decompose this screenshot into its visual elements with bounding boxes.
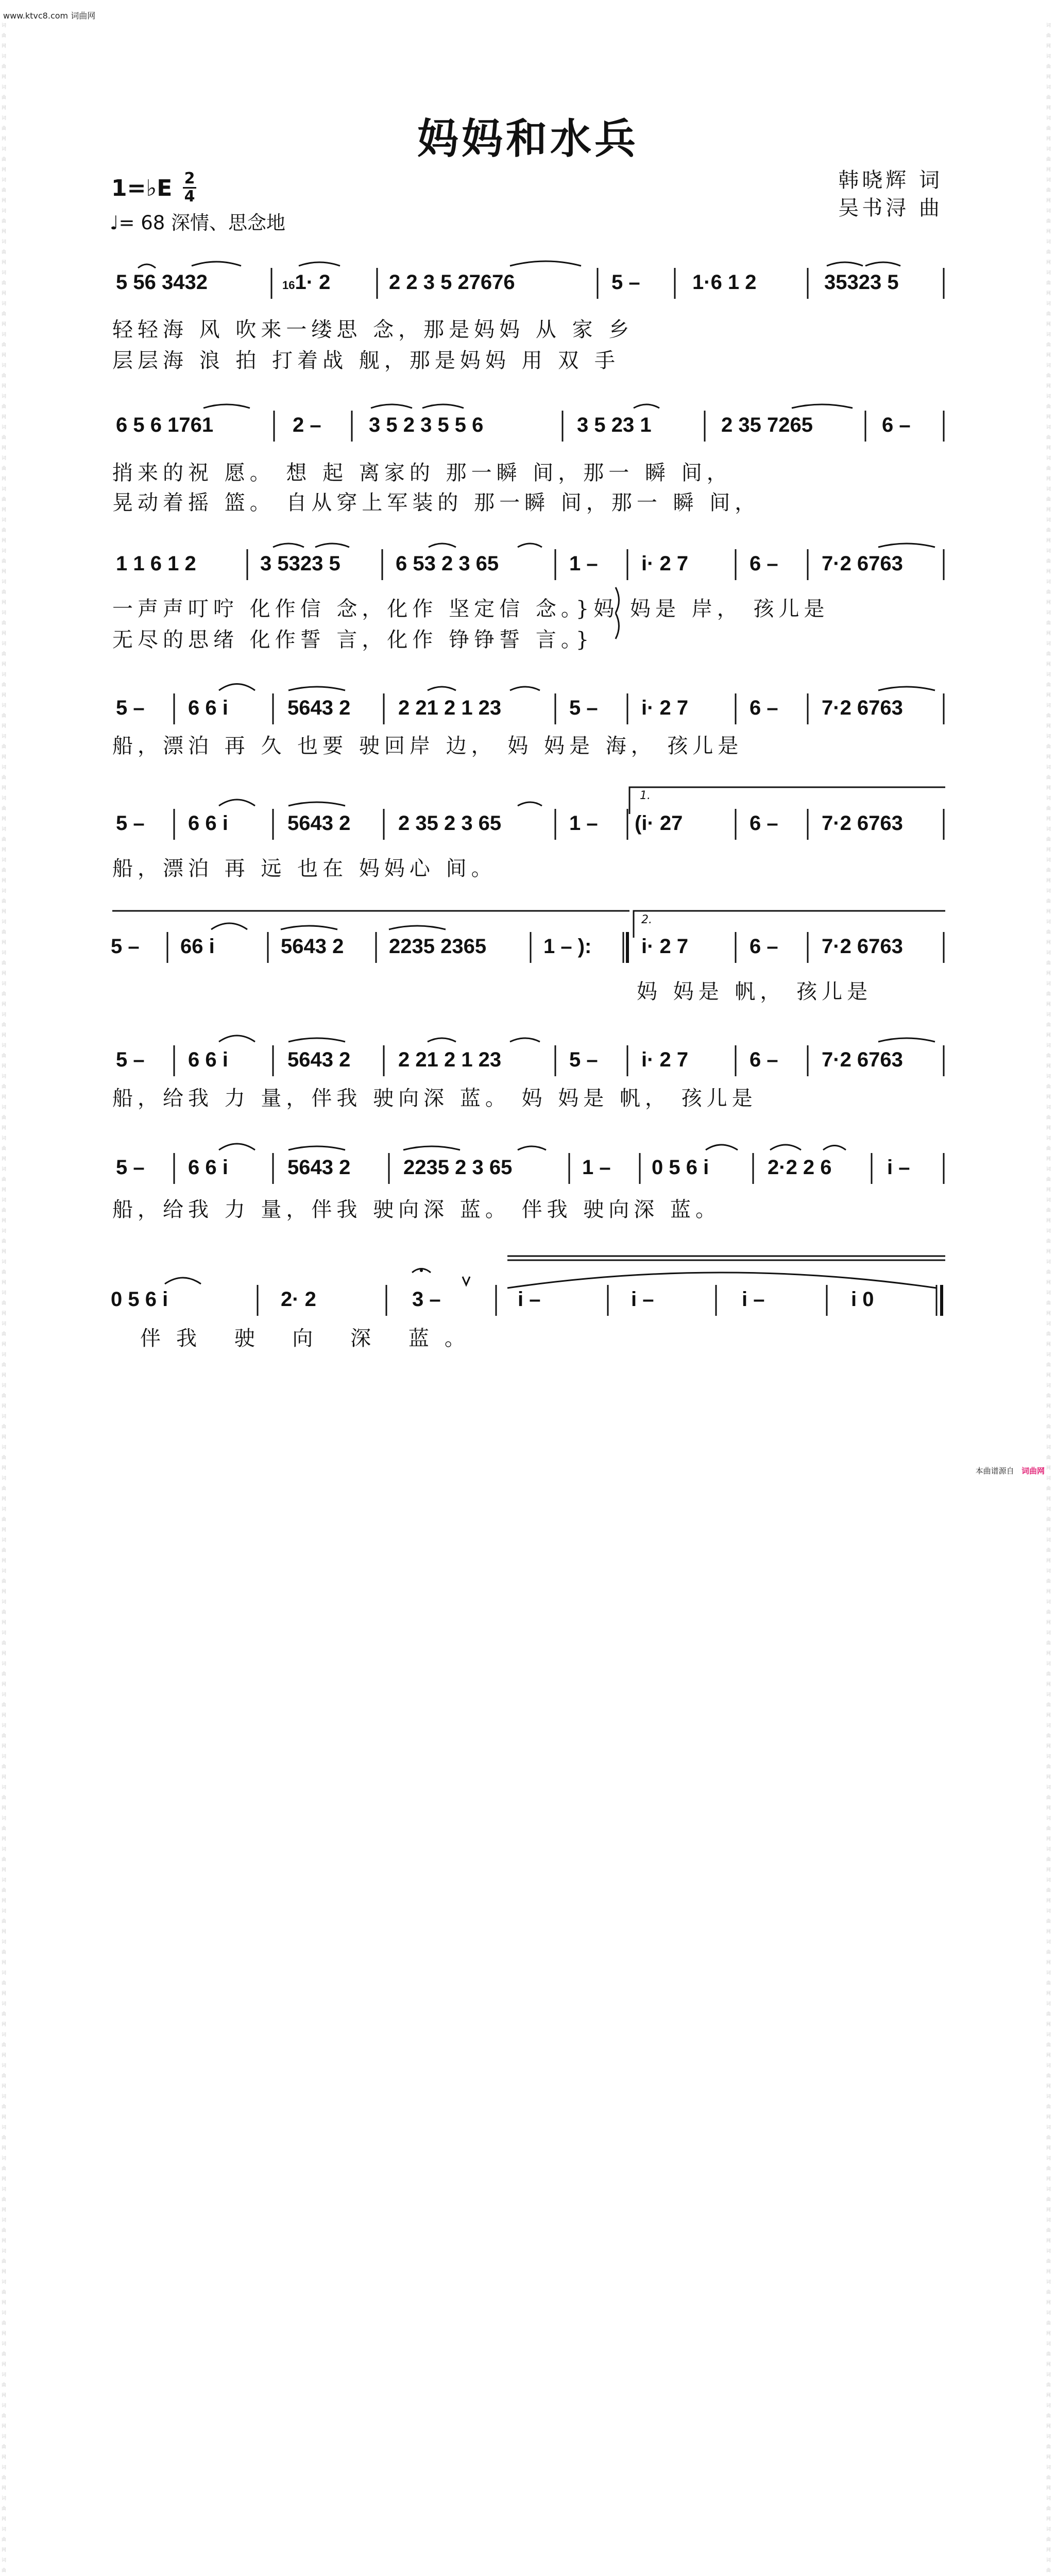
slur [389, 926, 446, 929]
margin-watermark-right: 词曲网 词曲网 词曲网 词曲网 词曲网 词曲网 词曲网 词曲网 词曲网 词曲网 词曲网 词曲网 词曲网 词曲网 词曲网 词曲网 词曲网 词曲网 词曲网 词曲网 词曲网 词曲网 词曲网 词曲网 词曲网 词曲网 词曲网 词曲网 词曲网 词曲网 词曲网 词曲网 词曲网 词曲网 词曲网 词曲网 词曲网 词曲网 词曲网 词曲网 词曲网 词曲网 词曲网 词曲网 词曲网 词曲网 词曲网 词曲网 词曲网 词曲网 词曲网 词曲网 词曲网 词曲网 词曲网 词曲网 词曲网 词曲网 词曲网 词曲网 词曲网 词曲网 词曲网 词曲网 词曲网 词曲网 词曲网 词曲网 词曲网 词曲网 词曲网 词曲网 词曲网 词曲网 词曲网 词曲网 词曲网 词曲网 词曲网 词曲网 词曲网 词曲网 词曲 [1046, 23, 1051, 2573]
notes-group: 6 6 i [188, 812, 228, 835]
lyrics-line: 伴我 驶 向 深 蓝。 [140, 1327, 481, 1350]
slur [281, 926, 337, 929]
slur [165, 1278, 201, 1284]
notes-group: 2· 2 [281, 1288, 316, 1311]
breath-mark [463, 1277, 470, 1285]
lyrics-line: 船，给我 力 量，伴我 驶向深 蓝。 妈 妈是 帆， 孩儿是 [112, 1087, 757, 1110]
notes-group: 2 35 7265 [721, 414, 813, 436]
notes-group: 2235 2 3 65 [403, 1156, 513, 1179]
slur [510, 261, 581, 266]
slur [429, 544, 456, 547]
notes-group: 3 5323 5 [260, 552, 340, 575]
notes-group: 5 – [569, 1048, 598, 1071]
notes-group: 7·2 6763 [822, 812, 903, 835]
notes-group: 5 56 3432 [116, 271, 208, 294]
notes-group: 2·2 2 6 [768, 1156, 832, 1179]
slur [273, 544, 304, 547]
slur [192, 262, 241, 266]
notes-group: 7·2 6763 [822, 697, 903, 719]
brace [616, 587, 619, 639]
lyrics-line: 船，给我 力 量，伴我 驶向深 蓝。 伴我 驶向深 蓝。 [112, 1198, 721, 1222]
notes-group: 6 6 i [188, 1156, 228, 1179]
slur [203, 404, 250, 408]
slur [510, 687, 540, 690]
fermata-dot [420, 1269, 423, 1272]
notes-group: 5643 2 [287, 1156, 351, 1179]
notes-group: 1 – ): [543, 935, 592, 958]
notes-group: 2 35 2 3 65 [398, 812, 502, 835]
notes-group: 6 – [750, 812, 778, 835]
notes-group: i 0 [851, 1288, 874, 1311]
notes-group: i – [631, 1288, 654, 1311]
notes-group: 0 5 6 i [652, 1156, 709, 1179]
notes-group: 5 – [116, 697, 145, 719]
slur [299, 262, 340, 266]
slur [706, 1145, 738, 1150]
lyrics-line: 轻轻海 风 吹来一缕思 念，那是妈妈 从 家 乡 [112, 318, 634, 342]
lyrics-line: 船，漂泊 再 远 也在 妈妈心 间。 [112, 857, 497, 880]
notes-group: i· 2 7 [641, 1048, 689, 1071]
notes-group: 6 – [882, 414, 911, 436]
notes-group: 2235 2365 [389, 935, 487, 958]
notes-group: 7·2 6763 [822, 935, 903, 958]
slur [211, 923, 247, 929]
slur [371, 404, 412, 408]
notes-group: 2 2 3 5 27676 [389, 271, 515, 294]
volta-bracket [634, 911, 945, 938]
notes-group: 6 – [750, 935, 778, 958]
slur [315, 544, 349, 547]
slur [518, 1146, 546, 1150]
key-signature: 1=♭E [111, 175, 173, 201]
slur [510, 1038, 540, 1042]
notes-group: 2 21 2 1 23 [398, 1048, 502, 1071]
slur [288, 1146, 345, 1150]
tie-arc [507, 1273, 936, 1288]
song-title: 妈妈和水兵 [417, 114, 639, 163]
notes-group: 6 – [750, 697, 778, 719]
notes-group: 5643 2 [287, 812, 351, 835]
notes-group: 5643 2 [287, 1048, 351, 1071]
lyrics-line: 一声声叮咛 化作信 念，化作 坚定信 念。}妈 妈是 岸， 孩儿是 [112, 597, 829, 621]
notes-group: 35323 5 [824, 271, 899, 294]
slur [288, 687, 345, 690]
notes-group: 7·2 6763 [822, 1048, 903, 1071]
notes-group: i – [518, 1288, 541, 1311]
notes-group: 6 6 i [188, 697, 228, 719]
slur [878, 544, 935, 547]
notes-group: i· 2 7 [641, 552, 689, 575]
slur [865, 262, 900, 266]
notes-group: (i· 27 [635, 812, 683, 835]
slur [823, 1146, 846, 1150]
time-signature-top: 2 [184, 170, 195, 188]
slur [428, 1038, 456, 1042]
watermark-url: www.ktvc8.com 词曲网 [3, 11, 96, 21]
notes-group: 5643 2 [281, 935, 344, 958]
notes-group: 5 – [116, 1156, 145, 1179]
notes-group: 7·2 6763 [822, 552, 903, 575]
footer-site: 词曲网 [1021, 1466, 1045, 1476]
slur [422, 404, 464, 408]
slur [878, 1038, 935, 1042]
notes-group: 6 6 i [188, 1048, 228, 1071]
slur [219, 1036, 255, 1042]
lyrics-line: 妈 妈是 帆， 孩儿是 [637, 980, 873, 1004]
tempo-marking: ♩= 68 深情、思念地 [110, 212, 286, 234]
notes-group: 0 5 6 i [111, 1288, 168, 1311]
notes-group: 1·6 1 2 [692, 271, 757, 294]
notes-group: i – [887, 1156, 910, 1179]
slur [219, 800, 255, 806]
notes-group: 5 – [116, 1048, 145, 1071]
slur [878, 687, 935, 690]
notes-group: 5 – [611, 271, 640, 294]
slur [518, 544, 542, 547]
notes-group: 1 1 6 1 2 [116, 552, 196, 575]
slur [288, 1038, 345, 1042]
notes-group: i· 2 7 [641, 697, 689, 719]
notes-group: i· 2 7 [641, 935, 689, 958]
notes-group: 3 – [412, 1288, 441, 1311]
lyricist: 韩晓辉 词 [838, 168, 943, 192]
notes-group: 5 – [116, 812, 145, 835]
volta-label: 2. [641, 913, 652, 926]
notes-group: 161· 2 [282, 271, 331, 294]
slur [634, 404, 659, 408]
notes-group: 6 – [750, 552, 778, 575]
notes-group: 2 – [293, 414, 321, 436]
notes-group: 1 – [569, 812, 598, 835]
notes-group: 6 – [750, 1048, 778, 1071]
slur [770, 1145, 801, 1150]
composer: 吴书浔 曲 [838, 196, 943, 220]
notes-group: 1 – [582, 1156, 611, 1179]
notes-group: 3 5 23 1 [577, 414, 652, 436]
notes-group: 5643 2 [287, 697, 351, 719]
notes-group: 66 i [180, 935, 215, 958]
slur [138, 264, 156, 268]
notes-group: 5 – [111, 935, 140, 958]
volta-bracket [629, 787, 945, 814]
lyrics-line: 捎来的祝 愿。 想 起 离家的 那一瞬 间，那一 瞬 间， [112, 461, 732, 485]
footer-text: 本曲谱源自 [975, 1466, 1014, 1476]
slur [288, 802, 345, 806]
notes-group: 5 – [569, 697, 598, 719]
notes-group: 3 5 2 3 5 5 6 [369, 414, 484, 436]
lyrics-line: 层层海 浪 拍 打着战 舰，那是妈妈 用 双 手 [112, 349, 620, 372]
lyrics-line: 船，漂泊 再 久 也要 驶回岸 边， 妈 妈是 海， 孩儿是 [112, 734, 743, 758]
slur [792, 404, 853, 408]
volta-label: 1. [640, 789, 651, 802]
slur [428, 687, 456, 690]
slur [518, 802, 542, 806]
notes-group: 1 – [569, 552, 598, 575]
notes-group: 2 21 2 1 23 [398, 697, 502, 719]
margin-watermark-left: 词曲网 词曲网 词曲网 词曲网 词曲网 词曲网 词曲网 词曲网 词曲网 词曲网 词曲网 词曲网 词曲网 词曲网 词曲网 词曲网 词曲网 词曲网 词曲网 词曲网 词曲网 词曲网 词曲网 词曲网 词曲网 词曲网 词曲网 词曲网 词曲网 词曲网 词曲网 词曲网 词曲网 词曲网 词曲网 词曲网 词曲网 词曲网 词曲网 词曲网 词曲网 词曲网 词曲网 词曲网 词曲网 词曲网 词曲网 词曲网 词曲网 词曲网 词曲网 词曲网 词曲网 词曲网 词曲网 词曲网 词曲网 词曲网 词曲网 词曲网 词曲网 词曲网 词曲网 词曲网 词曲网 词曲网 词曲网 词曲网 词曲网 词曲网 词曲网 词曲网 词曲网 词曲网 词曲网 词曲网 词曲网 词曲网 词曲网 词曲网 词曲网 词曲网 词曲 [2, 23, 7, 2573]
slur [403, 1146, 460, 1150]
notes-group: i – [742, 1288, 765, 1311]
notes-group: 6 5 6 1761 [116, 414, 214, 436]
footer-source [976, 1465, 1045, 1476]
slur [219, 1144, 255, 1150]
lyrics-line: 无尽的思绪 化作誓 言，化作 铮铮誓 言。} [112, 628, 594, 652]
notes-group: 6 53 2 3 65 [396, 552, 499, 575]
lyrics-line: 晃动着摇 篮。 自从穿上军装的 那一瞬 间，那一 瞬 间， [112, 491, 760, 515]
slur [219, 684, 255, 691]
time-signature-bottom: 4 [184, 188, 195, 206]
slur [827, 262, 863, 266]
